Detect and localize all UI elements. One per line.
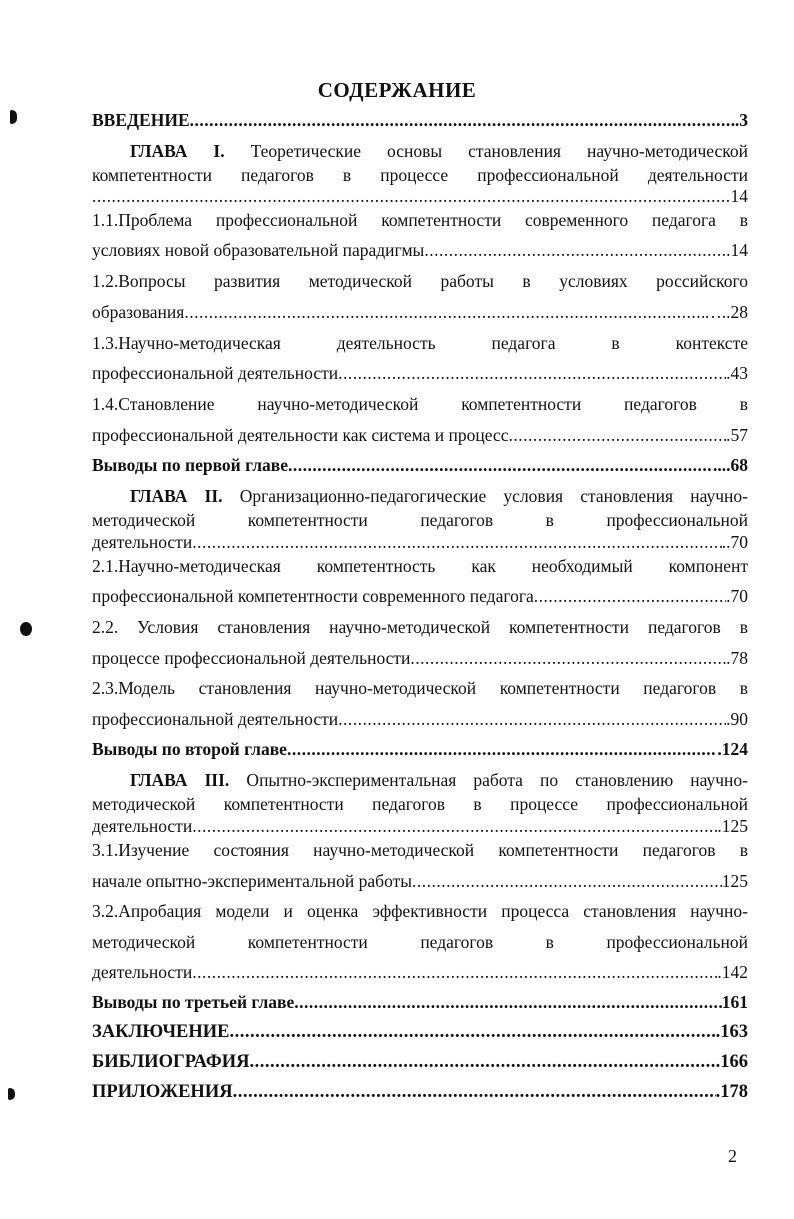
scan-mark-bottom: [8, 1088, 15, 1100]
toc-entry-2-2-line-1: 2.2. Условия становления научно-методической компетентности педагогов в: [92, 617, 748, 637]
toc-entry-1-4-line-1: 1.4.Становление научно-методической компетентности педагогов в: [92, 394, 748, 414]
chapter-prefix: ГЛАВА III.: [130, 770, 230, 790]
page-ref: 161: [721, 992, 748, 1012]
toc-entry-1-2-line-2: [92, 302, 748, 323]
entry-label: начале опытно-экспериментальной работы: [92, 871, 412, 891]
page-ref: ..14: [721, 240, 748, 260]
scan-mark-middle: [20, 622, 32, 636]
entry-label: деятельности: [92, 962, 193, 982]
entry-label: БИБЛИОГРАФИЯ: [92, 1052, 250, 1072]
page-ref: .43: [726, 363, 748, 383]
page-number: 2: [728, 1146, 737, 1166]
toc-entry-1-3-line-1: 1.3.Научно-методическая деятельность педагога в контексте: [92, 333, 748, 353]
dot-leader: [534, 586, 726, 607]
entry-label: ПРИЛОЖЕНИЯ: [92, 1082, 233, 1102]
dot-leader: [192, 962, 717, 983]
entry-label: условиях новой образовательной парадигмы: [92, 240, 425, 260]
dot-leader: [508, 425, 726, 446]
toc-entry-3-2-line-2: методической компетентности педагогов в профессиональной: [92, 932, 748, 952]
page-ref: ....68: [713, 455, 748, 475]
entry-label: ВВЕДЕНИЕ: [92, 110, 190, 130]
toc-entry-3-2-line-1: 3.2.Апробация модели и оценка эффективности процесса становления научно-: [92, 901, 748, 921]
page-title: СОДЕРЖАНИЕ: [317, 78, 477, 102]
toc-entry-1-4-line-2: [92, 425, 748, 446]
dot-leader: [288, 455, 713, 476]
dot-leader: [412, 871, 722, 892]
toc-chapter-2-line-1: [92, 486, 748, 507]
dot-leader: [338, 363, 726, 384]
page-ref: …..28: [704, 302, 748, 322]
toc-entry-conclusions-3: [92, 992, 748, 1013]
toc-chapter-3-line-2: методической компетентности педагогов в процессе профессиональной: [92, 794, 748, 814]
entry-label: ЗАКЛЮЧЕНИЕ: [92, 1022, 230, 1042]
entry-label: процессе профессиональной деятельности: [92, 648, 411, 668]
entry-label: Выводы по второй главе: [92, 739, 287, 759]
dot-leader: [184, 302, 704, 323]
entry-label: профессиональной деятельности: [92, 363, 339, 383]
entry-label: деятельности: [92, 532, 193, 552]
dot-leader: [424, 240, 721, 261]
toc-entry-1-3-line-2: [92, 363, 748, 384]
toc-chapter-3-line-1: [92, 770, 748, 791]
toc-entry-2-3-line-2: [92, 709, 748, 730]
entry-label: профессиональной компетентности современного педагога: [92, 586, 534, 606]
entry-label: Выводы по первой главе: [92, 455, 288, 475]
chapter-title: Теоретические основы становления научно-методической: [224, 141, 748, 161]
page-ref: .124: [717, 739, 748, 759]
entry-label: профессиональной деятельности как система и процесс: [92, 425, 509, 445]
dot-leader: [338, 709, 726, 730]
toc-entry-1-1-line-1: 1.1.Проблема профессиональной компетентности современного педагога в: [92, 210, 748, 230]
page-ref: ..70: [721, 532, 748, 552]
dot-leader: [92, 186, 731, 207]
page-ref: .90: [726, 709, 748, 729]
toc-entry-appendices: [92, 1082, 748, 1103]
toc-chapter-1-line-2: компетентности педагогов в процессе профессиональной деятельности: [92, 165, 748, 185]
toc-chapter-3-line-3: [92, 816, 748, 837]
toc-entry-conclusion: [92, 1022, 748, 1043]
toc-entry-1-1-line-2: [92, 240, 748, 261]
page-ref: .3: [734, 110, 748, 130]
entry-label: Выводы по третьей главе: [92, 992, 295, 1012]
page-ref: .166: [715, 1052, 748, 1072]
dot-leader: [294, 992, 722, 1013]
toc-entry-introduction: [92, 110, 748, 131]
toc-entry-conclusions-1: [92, 455, 748, 476]
chapter-title: Организационно-педагогические условия становления научно-: [222, 486, 748, 506]
toc-chapter-2-line-2: методической компетентности педагогов в профессиональной: [92, 510, 748, 530]
entry-label: деятельности: [92, 816, 193, 836]
toc-entry-3-1-line-2: [92, 871, 748, 892]
toc-entry-2-3-line-1: 2.3.Модель становления научно-методической компетентности педагогов в: [92, 678, 748, 698]
toc-entry-2-2-line-2: [92, 648, 748, 669]
toc-entry-3-2-line-3: [92, 962, 748, 983]
chapter-prefix: ГЛАВА I.: [130, 141, 225, 161]
chapter-prefix: ГЛАВА II.: [130, 486, 223, 506]
toc-chapter-1-line-3: [92, 186, 748, 207]
page-ref: .57: [726, 425, 748, 445]
toc-entry-1-2-line-1: 1.2.Вопросы развития методической работы в условиях российского: [92, 271, 748, 291]
dot-leader: [410, 648, 726, 669]
page-ref: .78: [726, 648, 748, 668]
page-ref: .70: [726, 586, 748, 606]
dot-leader: [192, 816, 717, 837]
dot-leader: [190, 110, 735, 131]
page-ref: .125: [717, 816, 748, 836]
dot-leader: [250, 1052, 716, 1073]
toc-entry-2-1-line-2: [92, 586, 748, 607]
dot-leader: [192, 532, 722, 553]
toc-entry-bibliography: [92, 1052, 748, 1073]
page-ref: 14: [730, 186, 748, 206]
page-ref: 125: [721, 871, 748, 891]
page-ref: .163: [715, 1022, 748, 1042]
entry-label: образования: [92, 302, 185, 322]
toc-chapter-2-line-3: [92, 532, 748, 553]
toc-entry-3-1-line-1: 3.1.Изучение состояния научно-методической компетентности педагогов в: [92, 840, 748, 860]
dot-leader: [287, 739, 717, 760]
chapter-title: Опытно-экспериментальная работа по становлению научно-: [229, 770, 748, 790]
toc-entry-2-1-line-1: 2.1.Научно-методическая компетентность как необходимый компонент: [92, 556, 748, 576]
dot-leader: [233, 1082, 716, 1103]
dot-leader: [230, 1022, 716, 1043]
toc-chapter-1-line-1: [92, 141, 748, 162]
entry-label: профессиональной деятельности: [92, 709, 339, 729]
toc-entry-conclusions-2: [92, 739, 748, 760]
scan-mark-top: [10, 110, 17, 124]
page-ref: .178: [715, 1082, 748, 1102]
page-ref: .142: [717, 962, 748, 982]
